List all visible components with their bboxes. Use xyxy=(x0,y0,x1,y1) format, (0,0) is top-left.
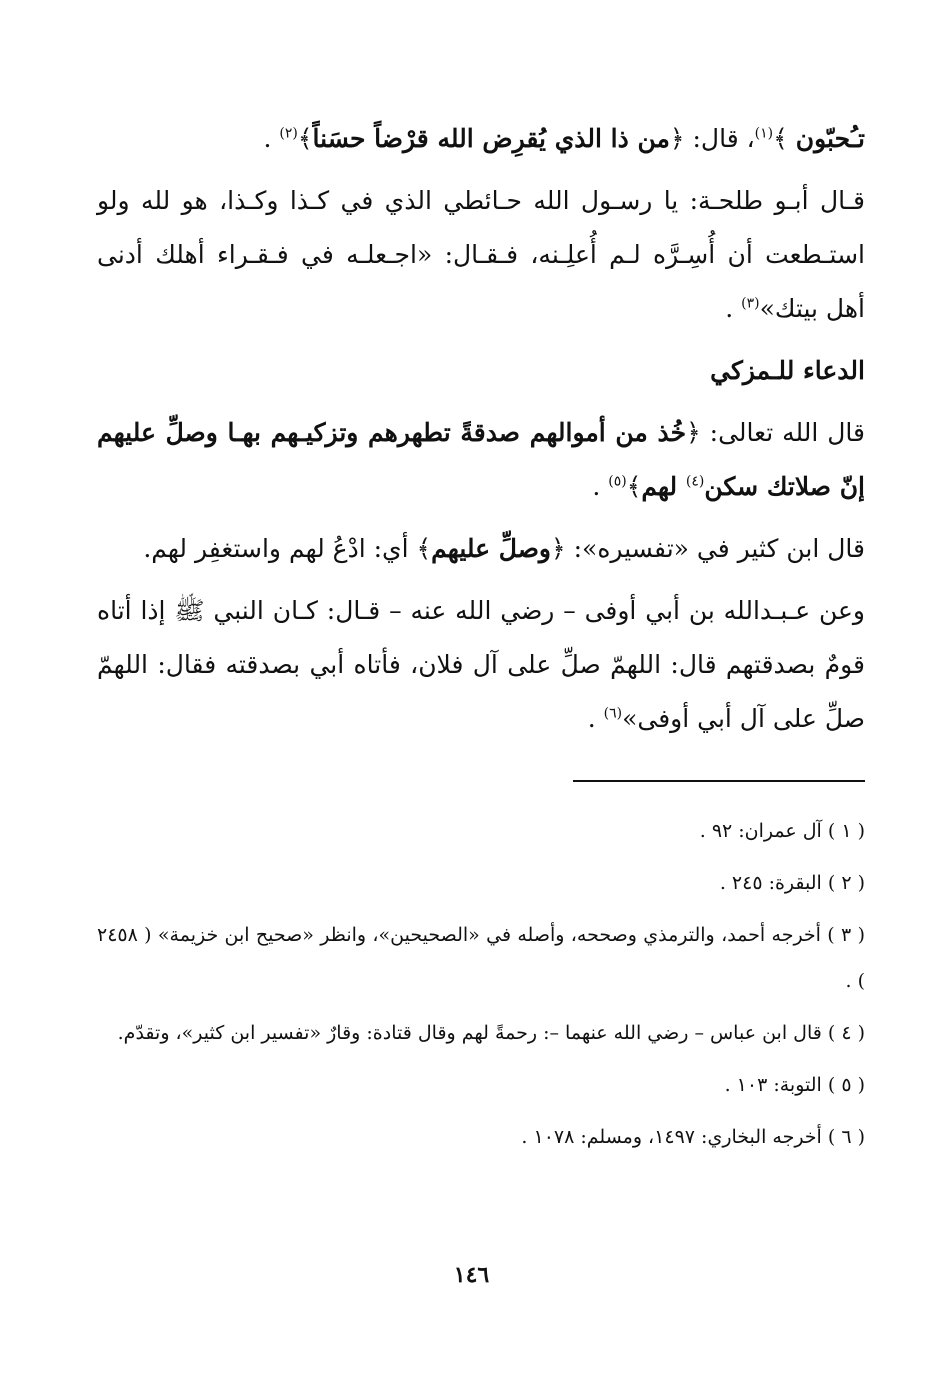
paragraph-3 xyxy=(97,406,865,514)
footnote-item: ( ٢ ) البقرة: ٢٤٥ . xyxy=(719,872,865,894)
footnote-ref: (٣) xyxy=(741,295,760,312)
page-number: ١٤٦ xyxy=(453,1262,490,1288)
footnote-ref: (٦) xyxy=(603,705,623,722)
inline-text: قال الله تعالى: xyxy=(700,418,866,447)
footnote-separator xyxy=(573,780,865,782)
verse-quote: خُذ من أموالهم صدقةً تطهرهم وتزكيـهم بهـا وصلِّ عليهم إنّ صلاتك سكن xyxy=(97,418,865,501)
section-heading: الدعاء للـمزكي xyxy=(710,356,865,385)
inline-text: أي: ادْعُ لهم واستغفِر لهم. xyxy=(143,534,417,563)
inline-text: وعن عـبـدالله بن أبي أوفى – رضي الله عنه – قـال: كـان النبي ﷺ إذا أتاه قومٌ بصدقتهم قال: اللهمّ صلِّ على آل فلان، فأتاه أبي بصدقته فقال: اللهمّ صلِّ على آل أبي أوفى» xyxy=(97,596,865,733)
verse-fragment: تـُحبّون xyxy=(795,124,865,153)
verse-quote: وصلِّ عليهم xyxy=(431,534,551,563)
inline-text: . xyxy=(263,124,280,153)
footnote-item: ( ٦ ) أخرجه البخاري: ١٤٩٧، ومسلم: ١٠٧٨ . xyxy=(521,1126,865,1148)
quran-close-brace: ﴾ xyxy=(626,472,642,501)
quran-open-brace: ﴿ xyxy=(669,124,685,153)
footnote-ref: (١) xyxy=(754,125,774,142)
paragraph-2 xyxy=(97,174,865,336)
inline-text: . xyxy=(592,472,609,501)
footnote-item: ( ١ ) آل عمران: ٩٢ . xyxy=(699,820,865,842)
paragraph-1 xyxy=(97,112,865,166)
quran-close-brace: ﴾ xyxy=(416,534,432,563)
footnote-item: ( ٥ ) التوبة: ١٠٣ . xyxy=(724,1074,865,1096)
verse-quote: من ذا الذي يُقرِض الله قرْضاً حسَناً xyxy=(312,124,670,153)
paragraph-5 xyxy=(97,584,865,746)
inline-text: . xyxy=(725,294,742,323)
paragraph-4 xyxy=(97,522,865,576)
footnotes xyxy=(97,808,865,1166)
inline-text: قـال أبـو طلحـة: يا رسـول الله حـائطي الذي في كـذا وكـذا، هو لله ولو استـطعت أن أُسِـرَّه لـم أُعلِـنه، فـقـال: «اجـعلـه في فـقـراء أهلك أدنى أهل بيتك» xyxy=(97,186,865,323)
verse-quote: لهم xyxy=(641,472,686,501)
footnote-item: ( ٣ ) أخرجه أحمد، والترمذي وصححه، وأصله في «الصحيحين»، وانظر «صحيح ابن خزيمة» ( ٢٤٥٨ ) . xyxy=(97,924,865,992)
footnote-ref: (٥) xyxy=(608,473,627,490)
footnote-ref: (٢) xyxy=(279,125,298,142)
footnote-item: ( ٤ ) قال ابن عباس – رضي الله عنهما –: رحمةً لهم وقال قتادة: وقارٌ «تفسير ابن كثير»، وتقدّم. xyxy=(117,1022,865,1044)
main-text xyxy=(97,112,865,754)
quran-open-brace: ﴿ xyxy=(686,418,701,447)
inline-text: ، قال: xyxy=(684,124,755,153)
quran-close-brace: ﴾ xyxy=(297,124,313,153)
footnote-ref: (٤) xyxy=(685,473,705,490)
quran-open-brace: ﴿ xyxy=(551,534,566,563)
inline-text: . xyxy=(587,704,604,733)
quran-close-brace: ﴾ xyxy=(773,124,788,153)
inline-text: قال ابن كثير في «تفسيره»: xyxy=(565,534,865,563)
